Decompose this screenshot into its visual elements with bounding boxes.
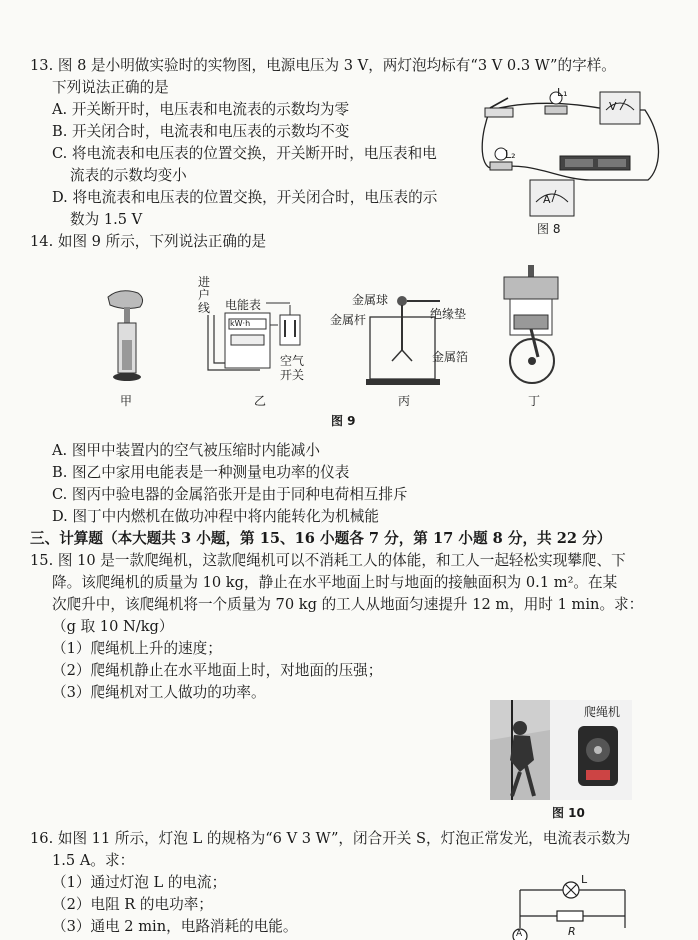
q15-sub3: （3）爬绳机对工人做功的功率。 (52, 684, 266, 701)
q13-option-c: C. 将电流表和电压表的位置交换，开关断开时，电压表和电 (52, 145, 437, 162)
figure-8-label-a: A (543, 193, 551, 206)
figure-8-circuit (470, 80, 670, 230)
q14-option-c: C. 图丙中验电器的金属箔张开是由于同种电荷相互排斥 (52, 486, 408, 503)
q16-sub3: （3）通电 2 min，电路消耗的电能。 (52, 918, 298, 935)
q13-option-d: D. 将电流表和电压表的位置交换，开关闭合时，电压表的示 (52, 189, 438, 206)
figure-9-label-bing: 丙 (398, 394, 411, 408)
figure-9-ding-engine (490, 265, 575, 390)
figure-9-caption: 图 9 (331, 414, 356, 428)
figure-9-metal-rod: 金属杆 (330, 313, 367, 327)
figure-9-inlet-2: 户 (198, 288, 211, 302)
figure-9-jia-pump (100, 285, 160, 390)
figure-11-label-r: R (568, 925, 576, 938)
figure-9-label-yi: 乙 (254, 394, 267, 408)
figure-9-kwh: kW·h (230, 319, 251, 328)
q15-line3: 次爬升中，该爬绳机将一个质量为 70 kg 的工人从地面匀速提升 12 m，用时 1 min。求： (52, 596, 644, 613)
figure-9-metal-foil: 金属箔 (432, 350, 469, 364)
figure-8-label-l2: L₂ (505, 148, 516, 161)
q16-sub1: （1）通过灯泡 L 的电流； (52, 874, 227, 891)
figure-9-air-switch-1: 空气 (280, 354, 305, 368)
figure-9-label-ding: 丁 (528, 394, 541, 408)
figure-9-label-jia: 甲 (120, 394, 133, 408)
figure-9-inlet-3: 线 (198, 301, 211, 315)
q15-sub1: （1）爬绳机上升的速度； (52, 640, 222, 657)
q13-option-a: A. 开关断开时，电压表和电流表的示数均为零 (52, 101, 350, 118)
q16-sub2: （2）电阻 R 的电功率； (52, 896, 213, 913)
q15-line2: 降。该爬绳机的质量为 10 kg，静止在水平地面上时与地面的接触面积为 0.1 m²。在某 (52, 574, 618, 591)
figure-9-meter-label: 电能表 (225, 298, 262, 312)
q14-stem: 14. 如图 9 所示，下列说法正确的是 (30, 233, 267, 250)
figure-8-caption: 图 8 (537, 222, 561, 236)
q13-stem-line1: 13. 图 8 是小明做实验时的实物图，电源电压为 3 V，两灯泡均标有“3 V 0.3 W”的字样。 (30, 57, 616, 74)
figure-9-metal-ball: 金属球 (352, 293, 389, 307)
figure-10-caption: 图 10 (552, 806, 585, 820)
figure-11-label-a: A (516, 929, 523, 939)
q15-line1: 15. 图 10 是一款爬绳机，这款爬绳机可以不消耗工人的体能，和工人一起轻松实现攀爬、下 (30, 552, 626, 569)
q15-sub2: （2）爬绳机静止在水平地面上时，对地面的压强； (52, 662, 383, 679)
figure-9-air-switch-2: 开关 (280, 368, 305, 382)
q16-line1: 16. 如图 11 所示，灯泡 L 的规格为“6 V 3 W”，闭合开关 S，灯泡正常发光，电流表示数为 (30, 830, 631, 847)
q14-option-d: D. 图丁中内燃机在做功冲程中将内能转化为机械能 (52, 508, 379, 525)
figure-11-label-l: L (581, 873, 588, 886)
q16-line2: 1.5 A。求： (52, 852, 135, 869)
figure-9-inlet-1: 进 (198, 275, 211, 289)
q14-option-a: A. 图甲中装置内的空气被压缩时内能减小 (52, 442, 320, 459)
figure-9-insulator: 绝缘垫 (430, 307, 467, 321)
figure-8-label-l1: L₁ (557, 86, 568, 99)
q13-option-b: B. 开关闭合时，电流表和电压表的示数均不变 (52, 123, 350, 140)
q13-stem-line2: 下列说法正确的是 (52, 79, 169, 96)
figure-8-label-v: V (609, 100, 617, 113)
q14-option-b: B. 图乙中家用电能表是一种测量电功率的仪表 (52, 464, 350, 481)
section-3-title: 三、计算题（本大题共 3 小题，第 15、16 小题各 7 分，第 17 小题 8 分，共 22 分） (30, 530, 612, 547)
q13-option-c-cont: 流表的示数均变小 (70, 167, 187, 184)
q13-option-d-cont: 数为 1.5 V (70, 211, 143, 228)
q15-line4: （g 取 10 N/kg） (52, 618, 174, 635)
figure-10-label: 爬绳机 (584, 705, 621, 719)
